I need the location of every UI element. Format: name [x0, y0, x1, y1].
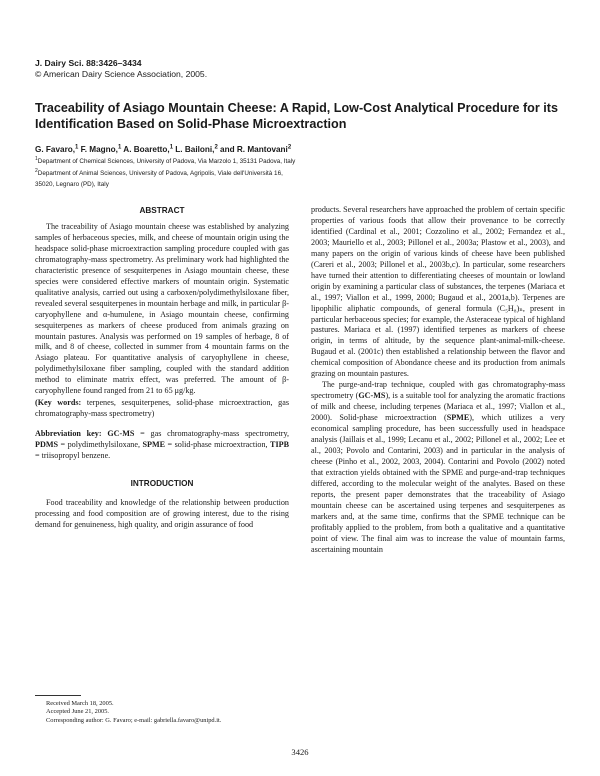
author: A. Boaretto,$^1$ [121, 144, 174, 154]
author: L. Bailoni,$^2$ [173, 144, 218, 154]
affiliation: $^1$Department of Chemical Sciences, University of Padova, Via Marzolo 1, 35131 Padova, Italy [35, 156, 296, 166]
journal-copyright: © American Dairy Science Association, 2005. [35, 69, 208, 79]
author-list [35, 142, 565, 155]
left-column [35, 205, 289, 531]
abstract-body: The traceability of Asiago mountain cheese was established by analyzing samples of herbaceous species, milk, and cheese of mountain origin using the headspace solid-phase microextraction sampling procedure coupled with gas chromatography-mass spectrometry. As preliminary work had highlighted the characteristic presence of sesquiterpenes in Asiago mountain cheese, these species were considered effective markers of mountain origin. Systematic qualitative analysis, carried out using a carboxen/polydimethylsiloxane fiber, revealed several sesquiterpenes in mountain herbage and milk, in particular β-caryophyllene and α-humulene, in Asiago mountain cheese, confirming sesquiterpenes as markers of cheese produced from animals grazing on mountain pastures. Analysis was performed on 19 samples of herbage, 8 of milk, and 8 of cheese, collected in summer from 4 mountain farms on the Asiago plateau. For quantitative analysis of caryophyllene in cheese, polydimethylsiloxane fiber sampling, coupled with the standard addition method to eliminate matrix effect, was preferred. The amount of β-caryophyllene found ranged from 21 to 65 μg/kg. [35, 222, 289, 396]
author: and R. Mantovani$^2$ [217, 144, 292, 154]
article-header [35, 58, 565, 190]
abstract-heading: ABSTRACT [139, 206, 185, 215]
author: F. Magno,$^1$ [78, 144, 122, 154]
accepted-date: Accepted June 21, 2005. [46, 708, 110, 716]
keywords-label: (Key words: [35, 398, 82, 408]
keywords: (Key words: terpenes, sesquiterpenes, solid-phase microextraction, gas chromatography-mass spectrometry) [35, 398, 289, 419]
abbreviation-key: Abbreviation key: GC-MS = gas chromatography-mass spectrometry, PDMS = polydimethylsiloxane, SPME = solid-phase microextraction, TIPB = triisopropyl benzene. [35, 429, 290, 461]
journal-citation: J. Dairy Sci. 88:3426–3434 [35, 58, 142, 68]
corresponding-author: Corresponding author: G. Favaro; e-mail: gabriella.favaro@unipd.it. [46, 716, 222, 724]
right-column [311, 205, 565, 556]
page-number: 3426 [291, 747, 309, 757]
article-title: Traceability of Asiago Mountain Cheese: A Rapid, Low-Cost Analytical Procedure for its Identification Based on Solid-Phase Microextraction [35, 101, 558, 131]
footnote-rule [35, 695, 81, 696]
affiliation: $^2$Department of Animal Sciences, University of Padova, Agripolis, Viale dell'Università 16, [35, 167, 283, 178]
body-paragraph: The purge-and-trap technique, coupled with gas chromatography-mass spectrometry (GC-MS), is a suitable tool for analyzing the aromatic fractions of milk and cheese, including terpenes (Mariaca et al., 1997; Viallon et al., 2000). Solid-phase microextraction (SPME), which utilizes a very economical sampling procedure, has been successfully used in headspace analysis (Jaillais et al., 1999; Lecanu et al., 2002; Pillonel et al., 2002; Lee et al., 2003; Povolo and Contarini, 2003) and in particular in the analysis of cheese (Pinho et al., 2002, 2003, 2004). Contarini and Povolo (2002) noted that extraction yields obtained with the SPME and purge-and-trap techniques differed, according to the molecular weight of the analytes. Based on these reports, the present paper demonstrates that the traceability of Asiago mountain cheese can be ascertained using terpenes and sesquiterpenes as markers and, at the same time, confirms that the SPME technique can be profitably applied to the problem, from both a qualitative and a quantitative point of view. The final aim was to increase the value of mountain farms, ascertaining mountain [311, 380, 565, 554]
affiliation: 35020, Legnaro (PD), Italy [35, 181, 109, 189]
body-paragraph: products. Several researchers have approached the problem of certain specific properties of various foods that allow their provenance to be correctly identified (Cardinal et al., 2001; Cozzolino et al., 2002; Fernandez et al., 2003; Mauriello et al., 2003; Pillonel et al., 2003a; Plastow et al., 2003), and many papers on the origin of various kinds of cheese have been published (Careri et al., 2003; Pillonel et al., 2003b,c). In particular, some researchers have turned their attention to differentiating cheeses of mountain or lowland origin by examining a particular class of substances, the terpenes (Mariaca et al., 1997; Viallon et al., 1999, 2000; Bugaud et al., 2001a,b). Terpenes are lipophilic aliphatic compounds, of general formula (C₅H₈)ₙ, present in particular herbaceous species; for example, the Asteraceae typical of highland pastures. Mariaca et al. (1997) identified terpenes as markers of cheese origin, in terms of altitude, by the sequence plant-animal-milk-cheese. Bugaud et al. (2001c) then established a relationship between the flavor and chemical composition of Abondance cheese and its production from animals grazing on mountain pastures. [311, 205, 565, 379]
footnotes [35, 700, 289, 725]
author: G. Favaro,$^1$ [35, 144, 79, 154]
introduction-paragraph: Food traceability and knowledge of the relationship between production processing and food composition are of growing interest, due to the rising demand for genuineness, high quality, and origin assurance of food [35, 498, 289, 529]
received-date: Received March 18, 2005. [46, 700, 114, 707]
introduction-heading: INTRODUCTION [130, 479, 194, 489]
